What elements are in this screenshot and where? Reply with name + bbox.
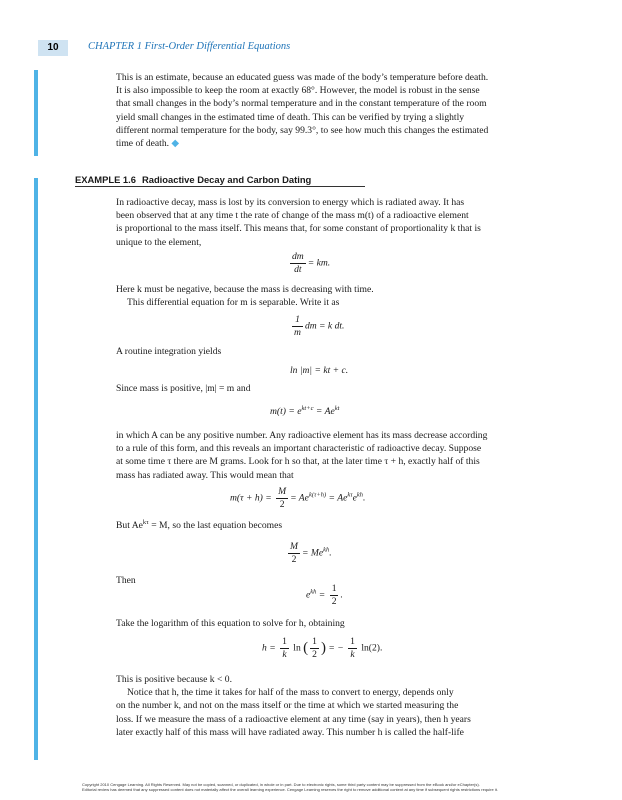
text-line: In radioactive decay, mass is lost by its conversion to energy which is radiated away. It has [116,197,465,208]
equation-8: h = $\frac{1}{k}$ ln ( $\frac{1}{2}$ ) = − $\frac{1}{k}$ ln(2). [262,636,383,660]
equation-2: $\frac{1}{m}$ dm = k dt. [294,314,345,338]
text-line: on the number k, and not on the mass itself or the time at which we started measuring the [116,700,459,712]
text-line: It is also impossible to keep the room at exactly 68°. However, the model is robust in the sense [116,85,480,97]
text-line: in which A can be any positive number. Any radioactive element has its mass decrease according [116,430,488,441]
footer-line: Copyright 2010 Cengage Learning. All Rights Reserved. May not be copied, scanned, or duplicated, in whole or in part. Due to electronic rights, some third party content may be suppressed from the eBook and/or eChapter(s). [82,782,480,787]
text-line: This differential equation for m is separable. Write it as [127,297,340,309]
text-line: time of death. ◆ [116,138,180,150]
text-line: unique to the element, [116,236,202,248]
example-label: EXAMPLE 1.6 [75,174,136,185]
paragraph [116,429,540,482]
text-line: Since mass is positive, |m| = m and [116,383,251,394]
text-line: been observed that at any time t the rate of change of the mass m(t) of a radioactive element [116,210,469,222]
footer-line: Editorial review has deemed that any suppressed content does not materially affect the overall learning experience. Cengage Learning reserves the right to remove additional content at any time if subsequent rights restrictions require it. [82,787,498,793]
page-number: 10 [38,40,68,56]
text-line: at some time τ there are M grams. Look for h so that, at the later time τ + h, exactly half of this [116,456,480,468]
text-line: mass has radiated away. This would mean that [116,469,294,481]
text-line: loss. If we measure the mass of a radioactive element at any time (say in years), then h years [116,713,471,725]
paragraph [116,283,540,309]
paragraph [116,519,540,532]
text-line: Here k must be negative, because the mass is decreasing with time. [116,284,374,295]
text-line: A routine integration yields [116,346,222,357]
paragraph [116,345,540,358]
paragraph [116,382,540,395]
paragraph [116,196,540,249]
text-line: later exactly half of this mass will have radiated away. This number h is called the half-life [116,726,464,738]
paragraph [116,673,540,739]
equation-4: $m(t) = e^{kt+c} = Ae^{kt}$ [270,404,340,417]
text-line: different normal temperature for the body, say 99.3°, to see how much this changes the estimated [116,124,489,136]
text-line: Then [116,575,136,586]
margin-bar [34,70,38,156]
equation-6: $\frac{M}{2}$ = $Me^{kh}$. [290,541,332,565]
equation-1: $\frac{dm}{dt}$ = km. [292,251,331,275]
intro-paragraph [116,71,540,150]
text-line: is proportional to the mass itself. This means that, for some constant of proportionality k that is [116,223,481,235]
equation-5: m(τ + h) = $\frac{M}{2}$ = $Ae^{k(\tau+h)} = Ae^{k\tau}e^{kh}$. [230,486,366,510]
diamond-icon: ◆ [171,138,180,150]
text-line: This is an estimate, because an educated guess was made of the body’s temperature before death. [116,72,489,83]
text-line: But $Ae^{k\tau} = M$, so the last equation becomes [116,518,283,531]
text-line: Notice that h, the time it takes for half of the mass to convert to energy, depends only [127,687,454,699]
text-line: that small changes in the body’s normal temperature and in the constant temperature of the room [116,98,487,110]
equation-7: $e^{kh}$ = $\frac{1}{2}$ . [306,583,343,607]
example-title: Radioactive Decay and Carbon Dating [141,174,312,185]
paragraph [116,617,540,630]
running-head: CHAPTER 1 First-Order Differential Equations [88,41,291,52]
text-line: yield small changes in the estimated time of death. This can be verified by trying a slightly [116,111,465,123]
equation-3: ln |m| = kt + c. [290,365,349,376]
text-line: This is positive because k < 0. [116,674,232,685]
text-line: to a rule of this form, and this reveals an important characteristic of radioactive decay. Suppose [116,443,482,455]
copyright-footer [82,782,622,793]
text-line: Take the logarithm of this equation to solve for h, obtaining [116,618,345,629]
example-heading [75,174,365,187]
margin-bar [34,178,38,760]
